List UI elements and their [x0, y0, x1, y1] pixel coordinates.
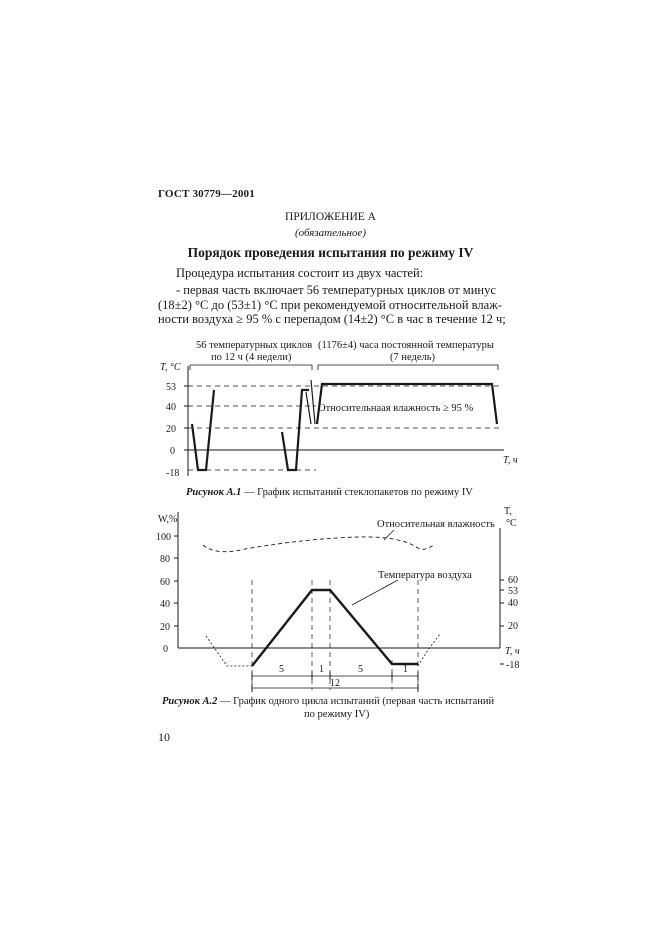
fig1-y-axis-label: T, °C: [160, 362, 181, 373]
fig2-left-tick: 0: [163, 644, 168, 655]
fig1-y-tick: 53: [166, 382, 176, 393]
fig1-reference-lines: [188, 386, 500, 470]
fig1-y-tick: 20: [166, 424, 176, 435]
fig1-y-ticks: [166, 382, 188, 479]
fig1-caption-text: — График испытаний стеклопакетов по режиму IV: [241, 487, 473, 498]
fig2-right-tick: 60: [508, 575, 518, 586]
fig2-caption-text: — График одного цикла испытаний (первая часть испытаний: [217, 696, 495, 707]
fig1-cycle-trace-first: [192, 390, 214, 470]
fig2-temperature-leader: [352, 580, 398, 605]
fig2-right-tick: 40: [508, 598, 518, 609]
fig2-right-tick: -18: [506, 660, 520, 671]
fig2-total-duration: 12: [330, 678, 340, 689]
paragraph-intro: Процедура испытания состоит из двух частей:: [176, 266, 424, 280]
fig2-left-ticks: [156, 532, 178, 655]
fig2-duration: 1: [319, 664, 324, 675]
fig2-duration: 1: [403, 664, 408, 675]
fig1-y-tick: 40: [166, 402, 176, 413]
fig2-left-tick: 80: [160, 554, 170, 565]
fig1-top-label-right-1: (1176±4) часа постоянной температуры: [318, 340, 494, 351]
appendix-title: ПРИЛОЖЕНИЕ А: [285, 211, 376, 223]
section-title: Порядок проведения испытания по режиму IV: [187, 245, 474, 260]
fig2-duration: 5: [279, 664, 284, 675]
fig1-bracket-constant: [318, 365, 498, 370]
page-number: 10: [158, 730, 170, 744]
fig2-left-tick: 60: [160, 577, 170, 588]
fig2-temperature-label: Температура воздуха: [378, 570, 472, 581]
fig1-break-mark: [306, 392, 311, 424]
figure-1: [160, 340, 518, 479]
fig2-caption: [162, 696, 494, 707]
fig2-duration: 5: [358, 664, 363, 675]
fig2-left-axis-label: W,%: [158, 514, 178, 525]
appendix-note: (обязательное): [294, 227, 367, 239]
fig2-caption-prefix: Рисунок А.2: [162, 696, 218, 707]
fig2-x-axis-label: T, ч: [505, 646, 520, 657]
fig2-temperature-trace: [252, 590, 418, 666]
fig2-left-tick: 20: [160, 622, 170, 633]
fig2-temperature-next-cycle: [418, 634, 440, 666]
fig1-cycle-trace-last: [282, 390, 309, 470]
fig2-right-tick: 20: [508, 621, 518, 632]
fig2-right-axis-label-2: °C: [506, 518, 517, 529]
fig1-top-label-left-1: 56 температурных циклов: [196, 340, 313, 351]
fig2-caption-line-2: по режиму IV): [304, 709, 370, 720]
fig1-humidity-label: Относительнаая влажность ≥ 95 %: [318, 403, 474, 414]
fig1-bracket-cycles: [190, 365, 312, 370]
fig1-x-axis-label: T, ч: [503, 455, 518, 466]
fig2-humidity-curve: [203, 537, 435, 552]
fig1-y-tick: 0: [170, 446, 175, 457]
fig2-left-tick: 40: [160, 599, 170, 610]
paragraph-line: (18±2) °С до (53±1) °С при рекомендуемой относительной влаж-: [158, 297, 502, 312]
fig2-duration-labels: [279, 664, 408, 675]
fig2-right-tick: 53: [508, 586, 518, 597]
document-header: ГОСТ 30779—2001: [158, 188, 255, 200]
fig1-break-mark: [311, 380, 315, 424]
fig2-humidity-label: Относительная влажность: [377, 519, 495, 530]
fig1-y-tick: -18: [166, 468, 180, 479]
fig2-temperature-prev-cycle: [206, 636, 252, 666]
paragraph-line: ности воздуха ≥ 95 % с перепадом (14±2) °С в час в течение 12 ч;: [158, 312, 506, 326]
fig2-right-axis-label-1: T,: [504, 506, 512, 517]
fig1-caption: [186, 487, 473, 498]
paragraph-line: - первая часть включает 56 температурных циклов от минус: [176, 283, 496, 297]
fig1-top-label-left-2: по 12 ч (4 недели): [211, 352, 292, 363]
fig2-left-tick: 100: [156, 532, 171, 543]
fig1-caption-prefix: Рисунок А.1: [186, 487, 242, 498]
figure-2: [156, 506, 520, 692]
fig1-top-label-right-2: (7 недель): [390, 352, 436, 363]
